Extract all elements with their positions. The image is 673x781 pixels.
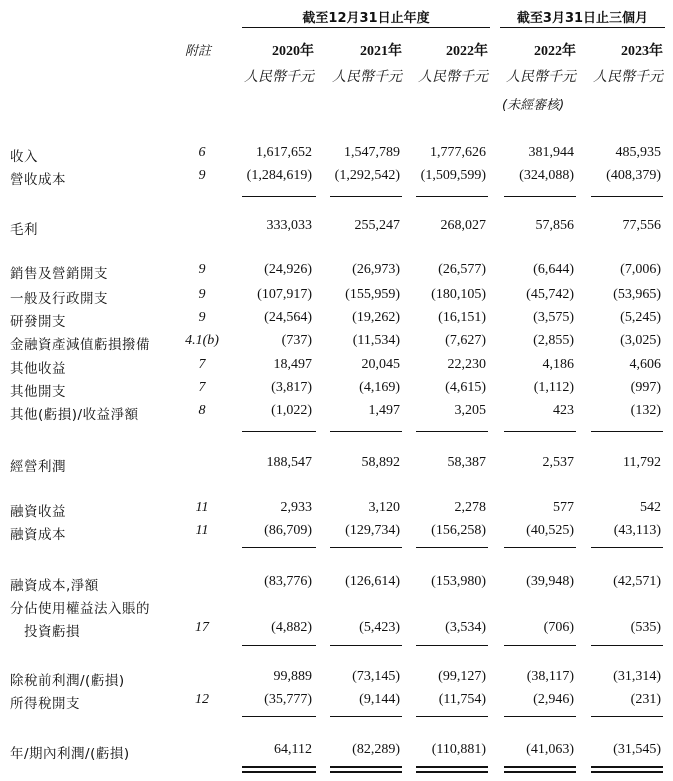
col-year-0: 2020年 [272, 44, 314, 59]
row-value: (706) [543, 620, 574, 635]
group-header-fiscal-year: 截至12月31日止年度 [302, 11, 430, 26]
double-underline [416, 766, 488, 768]
row-note-ref: 9 [198, 310, 206, 325]
row-value: 542 [640, 500, 661, 515]
row-label: 收入 [10, 149, 38, 165]
row-value: (535) [630, 620, 661, 635]
subtotal-line [591, 196, 663, 197]
row-value: (231) [630, 692, 661, 707]
row-label: 所得稅開支 [10, 696, 80, 712]
row-label: 其他收益 [10, 361, 66, 377]
row-note-ref: 9 [198, 287, 206, 302]
row-note-ref: 8 [198, 403, 206, 418]
row-value: (39,948) [526, 574, 574, 589]
row-label: 金融資產減值虧損撥備 [10, 337, 150, 353]
row-value: (110,881) [431, 742, 486, 757]
double-underline [504, 771, 576, 773]
row-value: 2,933 [280, 500, 312, 515]
row-value: 333,033 [266, 218, 312, 233]
row-value: 22,230 [447, 357, 486, 372]
row-value: 1,777,626 [430, 145, 486, 160]
row-label: 毛利 [10, 222, 38, 238]
row-value: (153,980) [431, 574, 486, 589]
subtotal-line [242, 547, 316, 548]
row-value: (3,025) [620, 333, 661, 348]
subtotal-line [591, 645, 663, 646]
row-value: (19,262) [352, 310, 400, 325]
row-value: (35,777) [264, 692, 312, 707]
row-note-ref: 9 [198, 168, 206, 183]
row-value: (155,959) [345, 287, 400, 302]
row-value: 423 [553, 403, 574, 418]
row-value: (31,314) [613, 669, 661, 684]
row-label: 融資收益 [10, 504, 66, 520]
row-value: (3,817) [271, 380, 312, 395]
subtotal-line [591, 431, 663, 432]
subtotal-line [330, 547, 402, 548]
row-value: (4,882) [271, 620, 312, 635]
subtotal-line [416, 716, 488, 717]
double-underline [504, 766, 576, 768]
double-underline [330, 771, 402, 773]
row-value: (99,127) [438, 669, 486, 684]
col-unit-2: 人民幣千元 [418, 70, 488, 85]
row-value: (16,151) [438, 310, 486, 325]
row-label: 銷售及營銷開支 [10, 266, 108, 282]
col-year-3: 2022年 [534, 44, 576, 59]
subtotal-line [504, 196, 576, 197]
row-label: 投資虧損 [24, 624, 80, 640]
unaudited-note: (未經審核) [502, 98, 565, 113]
row-note-ref: 6 [198, 145, 206, 160]
subtotal-line [330, 431, 402, 432]
row-value: (38,117) [526, 669, 574, 684]
row-value: (737) [281, 333, 312, 348]
row-note-ref: 7 [198, 380, 206, 395]
row-value: (24,926) [264, 262, 312, 277]
group-header-fiscal-year-rule [242, 27, 490, 28]
row-value: 58,892 [361, 455, 400, 470]
row-value: (408,379) [606, 168, 661, 183]
subtotal-line [504, 645, 576, 646]
row-value: 4,186 [542, 357, 574, 372]
row-value: (324,088) [519, 168, 574, 183]
row-label: 其他開支 [10, 384, 66, 400]
row-value: (31,545) [613, 742, 661, 757]
row-value: (83,776) [264, 574, 312, 589]
row-note-ref: 9 [198, 262, 206, 277]
row-value: 3,120 [368, 500, 400, 515]
row-value: (132) [630, 403, 661, 418]
row-value: (180,105) [431, 287, 486, 302]
col-unit-3: 人民幣千元 [506, 70, 576, 85]
double-underline [416, 771, 488, 773]
row-value: 20,045 [361, 357, 400, 372]
row-label: 其他(虧損)/收益淨額 [10, 407, 139, 423]
row-value: (11,754) [438, 692, 486, 707]
row-value: 58,387 [447, 455, 486, 470]
row-value: (26,577) [438, 262, 486, 277]
row-value: (3,534) [445, 620, 486, 635]
row-value: (5,245) [620, 310, 661, 325]
row-value: (11,534) [352, 333, 400, 348]
row-value: (1,022) [271, 403, 312, 418]
subtotal-line [591, 716, 663, 717]
row-value: (156,258) [431, 523, 486, 538]
double-underline [591, 766, 663, 768]
subtotal-line [416, 196, 488, 197]
row-value: (1,292,542) [334, 168, 400, 183]
subtotal-line [242, 645, 316, 646]
row-value: (6,644) [533, 262, 574, 277]
row-value: (26,973) [352, 262, 400, 277]
row-value: 4,606 [629, 357, 661, 372]
row-value: (997) [630, 380, 661, 395]
row-label: 一般及行政開支 [10, 291, 108, 307]
row-value: (4,169) [359, 380, 400, 395]
row-label: 融資成本,淨額 [10, 578, 99, 594]
row-value: (24,564) [264, 310, 312, 325]
subtotal-line [416, 431, 488, 432]
row-note-ref: 4.1(b) [185, 333, 219, 348]
row-value: (53,965) [613, 287, 661, 302]
row-label: 分佔使用權益法入賬的 [10, 601, 150, 617]
row-value: (129,734) [345, 523, 400, 538]
row-value: 57,856 [535, 218, 574, 233]
row-value: 99,889 [273, 669, 312, 684]
row-value: (7,006) [620, 262, 661, 277]
row-value: 381,944 [528, 145, 574, 160]
col-unit-1: 人民幣千元 [332, 70, 402, 85]
group-header-quarter-rule [500, 27, 665, 28]
row-value: (9,144) [359, 692, 400, 707]
subtotal-line [242, 716, 316, 717]
row-value: (126,614) [345, 574, 400, 589]
subtotal-line [330, 645, 402, 646]
double-underline [330, 766, 402, 768]
subtotal-line [330, 196, 402, 197]
row-value: (5,423) [359, 620, 400, 635]
subtotal-line [504, 431, 576, 432]
row-note-ref: 12 [195, 692, 209, 707]
row-label: 研發開支 [10, 314, 66, 330]
row-value: 11,792 [623, 455, 661, 470]
row-value: 577 [553, 500, 574, 515]
double-underline [591, 771, 663, 773]
row-value: (1,509,599) [420, 168, 486, 183]
row-value: 18,497 [273, 357, 312, 372]
row-value: 1,617,652 [256, 145, 312, 160]
row-value: (4,615) [445, 380, 486, 395]
row-value: (2,946) [533, 692, 574, 707]
row-note-ref: 11 [195, 500, 209, 515]
row-value: 188,547 [266, 455, 312, 470]
row-label: 年/期內利潤/(虧損) [10, 746, 130, 762]
row-value: 2,278 [454, 500, 486, 515]
double-underline [242, 771, 316, 773]
note-column-header: 附註 [185, 44, 212, 59]
row-value: 268,027 [440, 218, 486, 233]
double-underline [242, 766, 316, 768]
subtotal-line [504, 716, 576, 717]
row-value: (2,855) [533, 333, 574, 348]
row-value: (86,709) [264, 523, 312, 538]
row-value: (73,145) [352, 669, 400, 684]
col-unit-4: 人民幣千元 [593, 70, 663, 85]
subtotal-line [242, 431, 316, 432]
row-value: 1,547,789 [344, 145, 400, 160]
row-label: 融資成本 [10, 527, 66, 543]
row-value: (42,571) [613, 574, 661, 589]
row-value: (40,525) [526, 523, 574, 538]
row-value: 3,205 [454, 403, 486, 418]
row-value: 64,112 [274, 742, 312, 757]
subtotal-line [416, 645, 488, 646]
row-value: 255,247 [354, 218, 400, 233]
subtotal-line [242, 196, 316, 197]
col-year-2: 2022年 [446, 44, 488, 59]
row-value: (45,742) [526, 287, 574, 302]
row-label: 除稅前利潤/(虧損) [10, 673, 125, 689]
row-value: (41,063) [526, 742, 574, 757]
row-value: (3,575) [533, 310, 574, 325]
row-value: 1,497 [368, 403, 400, 418]
row-value: (1,112) [533, 380, 574, 395]
row-value: (43,113) [613, 523, 661, 538]
row-label: 經營利潤 [10, 459, 66, 475]
row-value: 2,537 [542, 455, 574, 470]
row-note-ref: 17 [195, 620, 209, 635]
col-year-1: 2021年 [360, 44, 402, 59]
col-year-4: 2023年 [621, 44, 663, 59]
subtotal-line [504, 547, 576, 548]
row-value: (107,917) [257, 287, 312, 302]
subtotal-line [591, 547, 663, 548]
subtotal-line [330, 716, 402, 717]
subtotal-line [416, 547, 488, 548]
row-note-ref: 11 [195, 523, 209, 538]
row-value: 77,556 [622, 218, 661, 233]
row-note-ref: 7 [198, 357, 206, 372]
group-header-quarter: 截至3月31日止三個月 [516, 11, 649, 26]
row-value: 485,935 [615, 145, 661, 160]
row-value: (7,627) [445, 333, 486, 348]
row-label: 營收成本 [10, 172, 66, 188]
row-value: (82,289) [352, 742, 400, 757]
row-value: (1,284,619) [246, 168, 312, 183]
col-unit-0: 人民幣千元 [244, 70, 314, 85]
